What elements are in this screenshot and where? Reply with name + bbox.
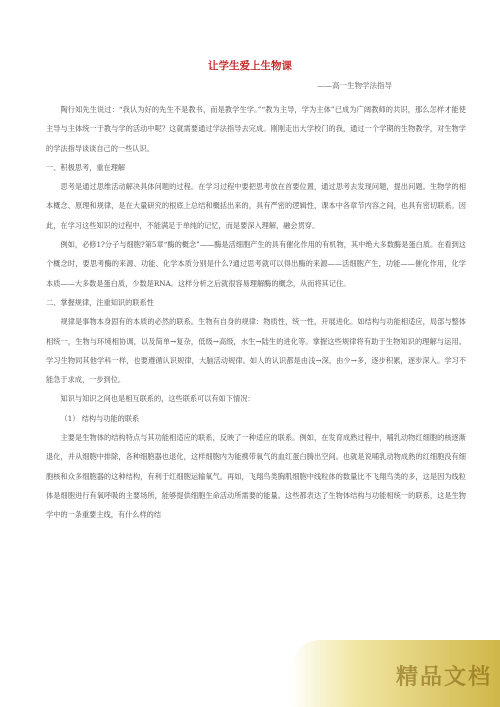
section-heading-2: 二、掌握规律，注重知识的联系性 bbox=[46, 297, 154, 307]
paragraph-rules: 规律是事物本身固有的本质的必然的联系。生物有自身的规律：物质性，统一性，开展进化。如结构与功能相适应，局部与整体相统一，生物与环境相协调，以及简单→复杂，低级→高级，水生→陆生的进化等。掌握这些规律将有助于生物知识的理解与运用。学习生物同其他学科一样，也要遵循认识规律，大脑活动规律。如人的认识都是由浅→深，由少→多，逐步积累，逐步深入。学习不能急于求成，一步到位。 bbox=[46, 317, 466, 385]
paragraph-connections: 知识与知识之间也是相互联系的，这些联系可以有如下情况： bbox=[60, 394, 255, 404]
paragraph-structure-function: 主要是生物体的结构特点与其功能相适应的联系，反映了一种适应的联系。例如，在发育成熟过程中，哺乳动物红细胞的核逐渐退化，并从细胞中排除，各种细胞器也退化，这样细胞内为能携带氧气的血红蛋白腾出空间。也就是说哺乳动物成熟的红细胞没有细胞核和众多细胞器的这种结构，有利于红细胞运输氧气。再如，飞翔鸟类胸肌细胞中线粒体的数量比不飞翔鸟类的多，这是因为线粒体是细胞进行有氧呼吸的主要场所，能够提供细胞生命活动所需要的能量。这些都表达了生物体结构与功能相统一的联系，这是生物学中的一条重要主线，有什么样的结 bbox=[46, 433, 466, 520]
subheading-structure-function: （1） 结构与功能的联系 bbox=[60, 413, 140, 423]
watermark-text: 精品文档 bbox=[395, 665, 492, 690]
paragraph-thinking: 思考是通过思维活动解决具体问题的过程。在学习过程中要把思考放在首要位置，通过思考去发现问题，提出问题。生物学的相本概念、原理和规律，是在大量研究的根底上总结和概括出来的，具有严密的逻辑性，课本中各章节内容之间，也具有密切联系。因此，在学习这些知识的过程中，不能满足于单纯的记忆，而是要深入理解，融会贯穿。 bbox=[46, 182, 466, 230]
section-heading-1: 一、积极思考，重在理解 bbox=[46, 162, 126, 172]
document-subtitle: ——高一生物学法指导 bbox=[317, 81, 392, 90]
paragraph-intro: 陶行知先生说过：“我认为好的先生不是教书，而是教学生学。”“教为主导，学为主体”已成为广阔教师的共识，那么怎样才能使主导与主体统一于教与学的活动中呢？这就需要通过学法指导去完成。刚刚走出大学校门的我，通过一个学期的生物教学，对生物学的学法指导谈谈自己的一些认识。 bbox=[46, 105, 466, 153]
document-title: 让学生爱上生物课 bbox=[208, 60, 292, 72]
paragraph-example: 例如，必修1?分子与细胞?第5章“酶的概念”——酶是活细胞产生的具有催化作用的有机物，其中绝大多数酶是蛋白质。在看到这个概念时，要思考酶的来源、功能、化学本质分别是什么?通过思考就可以得出酶的来源——活细胞产生，功能——催化作用，化学本质——大多数是蛋白质，少数是RNA。这样分析之后就很容易理解酶的概念，从而将其记住。 bbox=[46, 240, 466, 288]
watermark-logo bbox=[290, 640, 500, 707]
document-body bbox=[46, 100, 466, 525]
